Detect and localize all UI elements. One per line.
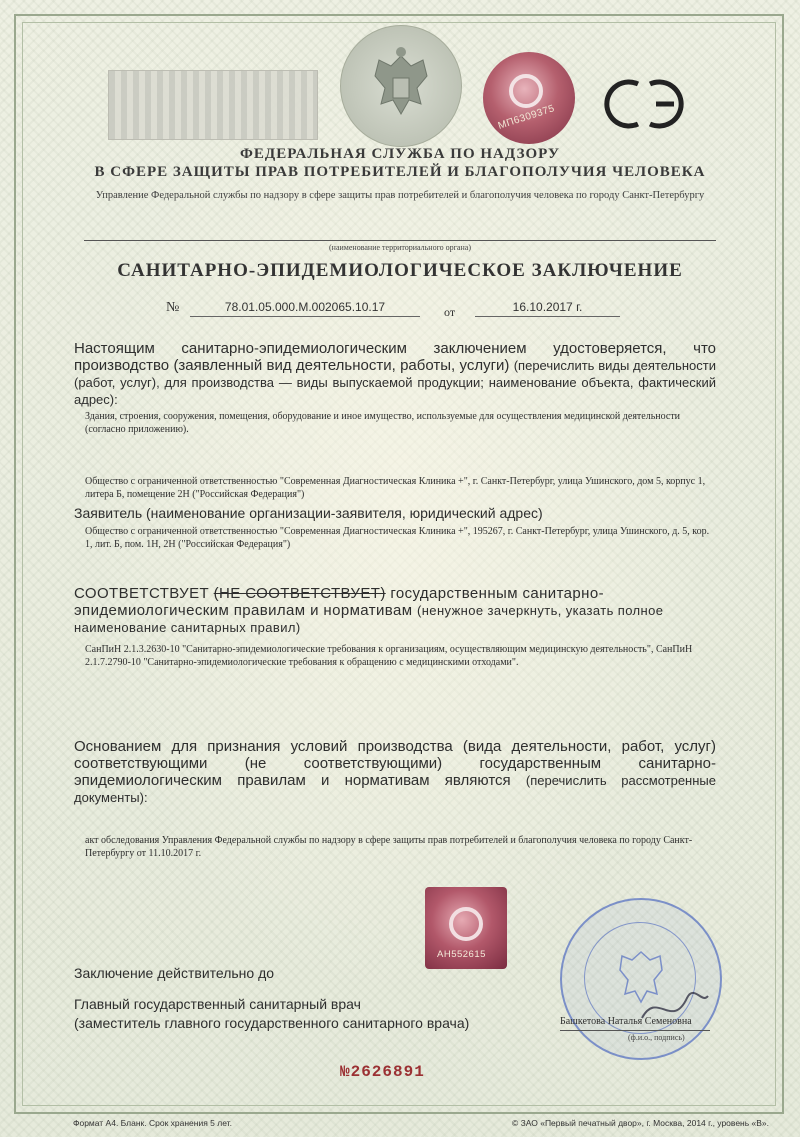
coat-of-arms-emblem	[340, 25, 462, 147]
basis-documents: акт обследования Управления Федеральной службы по надзору в сфере защиты прав потребителей и благополучия человека по городу Санкт-Петербургу от 11.10.2017 г.	[85, 835, 693, 859]
department-name: Управление Федеральной службы по надзору в сфере защиты прав потребителей и благополучия человека по городу Санкт-Петербургу	[95, 190, 705, 201]
hologram-number-bottom: АН552615	[437, 949, 486, 960]
compliance-statement	[74, 585, 716, 636]
intro-main: Настоящим санитарно-эпидемиологическим заключением удостоверяется, что производство (заявленный вид деятельности, работы, услуги)	[74, 340, 716, 374]
certificate-date: 16.10.2017 г.	[475, 300, 620, 317]
department-caption: (наименование территориального органа)	[329, 243, 471, 252]
number-label: №	[166, 300, 180, 315]
complies-note: (ненужное зачеркнуть, указать полное наименование санитарных правил)	[74, 603, 664, 635]
document-title: САНИТАРНО-ЭПИДЕМИОЛОГИЧЕСКОЕ ЗАКЛЮЧЕНИЕ	[117, 260, 683, 281]
date-label: от	[444, 305, 456, 319]
signature-caption: (ф.и.о., подпись)	[628, 1033, 685, 1042]
conformity-mark-icon	[598, 76, 698, 137]
department-underline	[84, 240, 716, 241]
agency-header-line1: ФЕДЕРАЛЬНАЯ СЛУЖБА ПО НАДЗОРУ	[240, 146, 560, 162]
applicant-heading: Заявитель (наименование организации-заявителя, юридический адрес)	[74, 505, 543, 521]
sanitary-rules-list: СанПиН 2.1.3.2630-10 "Санитарно-эпидемиологические требования к организациям, осуществляющим медицинскую деятельность", СанПиН 2.1.7.2790-10 "Санитарно-эпидемиологические требования к обращению с медицинскими отходами".	[85, 644, 693, 668]
complies-rest: государственным санитарно-эпидемиологическим правилам и нормативам	[74, 585, 604, 619]
signer-name: Башкетова Наталья Семеновна	[560, 1016, 692, 1027]
intro-paragraph	[74, 340, 716, 408]
blank-serial-number: №2626891	[340, 1063, 425, 1081]
validity-label: Заключение действительно до	[74, 965, 275, 981]
chief-title-line2: (заместитель главного государственного санитарного врача)	[74, 1015, 470, 1031]
complies-word: СООТВЕТСТВУЕТ	[74, 585, 210, 602]
hologram-seal-bottom	[425, 887, 507, 969]
chief-title-line1: Главный государственный санитарный врач	[74, 996, 361, 1012]
applicant-details: Общество с ограниченной ответственностью "Современная Диагностическая Клиника +", 195267, г. Санкт-Петербург, улица Ушинского, д. 5, кор. 1, лит. Б, пом. 1Н, 2Н ("Российская Федерация")	[85, 526, 710, 550]
hologram-ring-icon	[509, 74, 543, 108]
basis-paragraph	[74, 738, 716, 806]
hologram-strip	[108, 70, 318, 140]
footer-printer-note: © ЗАО «Первый печатный двор», г. Москва, 2014 г., уровень «В».	[512, 1118, 770, 1128]
organization-address: Общество с ограниченной ответственностью "Современная Диагностическая Клиника +", г. Санкт-Петербург, улица Ушинского, дом 5, корпус 1, литера Б, помещение 2Н ("Российская Федерация")	[85, 476, 706, 500]
object-description: Здания, строения, сооружения, помещения, оборудование и иное имущество, используемые для осуществления медицинской деятельности (согласно приложению).	[85, 411, 681, 435]
intro-note: (перечислить виды деятельности (работ, услуг), для производства — виды выпускаемой продукции; наименование объекта, фактический адрес):	[74, 358, 716, 407]
not-complies-struck: (НЕ СООТВЕТСТВУЕТ)	[213, 585, 386, 602]
hologram-ring-icon-bottom	[449, 907, 483, 941]
basis-note: (перечислить рассмотренные документы):	[74, 773, 716, 805]
signature-line	[560, 1030, 710, 1031]
certificate-number: 78.01.05.000.М.002065.10.17	[190, 300, 420, 317]
footer-format-note: Формат А4. Бланк. Срок хранения 5 лет.	[73, 1118, 232, 1128]
double-headed-eagle-icon	[341, 26, 461, 146]
agency-header-line2: В СФЕРЕ ЗАЩИТЫ ПРАВ ПОТРЕБИТЕЛЕЙ И БЛАГОПОЛУЧИЯ ЧЕЛОВЕКА	[94, 164, 706, 180]
hologram-number-top: МП6309375	[496, 103, 557, 132]
basis-main: Основанием для признания условий производства (вида деятельности, работ, услуг) соответствующими (не соответствующими) государственным санитарно-эпидемиологическим правилам и нормативам являются	[74, 738, 716, 789]
hologram-seal-top	[483, 52, 575, 144]
